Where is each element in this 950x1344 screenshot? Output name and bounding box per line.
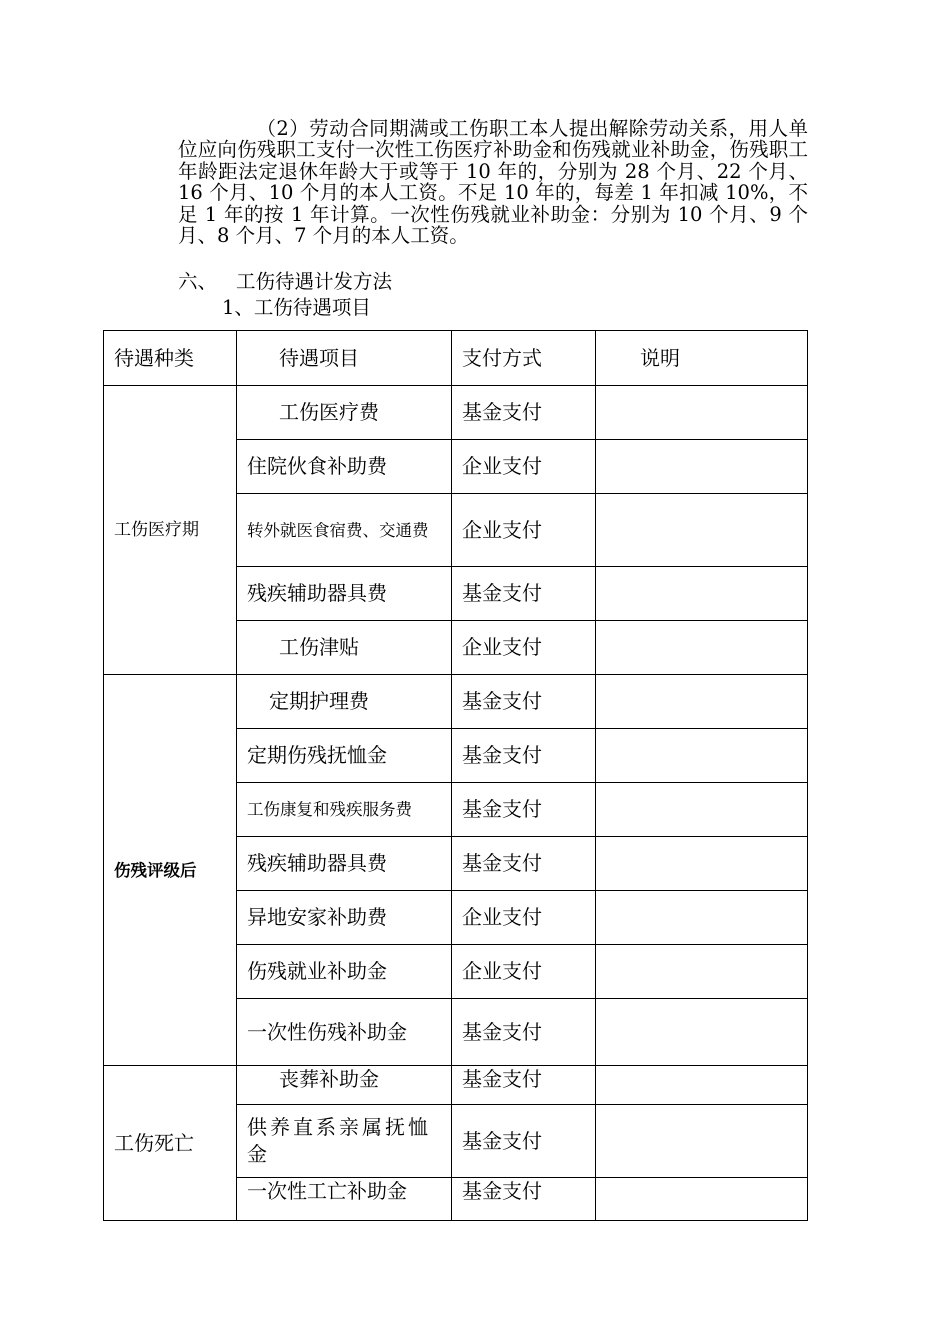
note-cell	[596, 1178, 808, 1221]
item-cell: 定期伤残抚恤金	[237, 729, 452, 783]
section-number: 六、	[178, 270, 218, 293]
note-cell	[596, 675, 808, 729]
payment-cell: 基金支付	[452, 675, 596, 729]
item-cell: 残疾辅助器具费	[237, 567, 452, 621]
item-cell: 转外就医食宿费、交通费	[237, 494, 452, 567]
category-medical-period: 工伤医疗期	[104, 386, 237, 675]
note-cell	[596, 1066, 808, 1105]
benefits-table	[103, 330, 808, 1221]
item-cell: 一次性伤残补助金	[237, 999, 452, 1066]
body-paragraph: （2）劳动合同期满或工伤职工本人提出解除劳动关系，用人单位应向伤残职工支付一次性工伤医疗补助金和伤残就业补助金，伤残职工年龄距法定退休年龄大于或等于 10 年的，分别为 28 个月、22 个月、16 个月、10 个月的本人工资。不足 10 年的，每差 1 年扣减 10%，不足 1 年的按 1 年计算。一次性伤残就业补助金：分别为 10 个月、9 个月、8 个月、7 个月的本人工资。	[178, 117, 808, 248]
subsection-heading: 1、工伤待遇项目	[222, 296, 371, 319]
item-cell: 供养直系亲属抚恤金	[237, 1105, 452, 1178]
payment-cell: 企业支付	[452, 440, 596, 494]
payment-cell: 企业支付	[452, 945, 596, 999]
payment-cell: 基金支付	[452, 729, 596, 783]
section-heading	[178, 270, 392, 294]
header-payment: 支付方式	[452, 331, 596, 386]
section-title: 工伤待遇计发方法	[236, 270, 393, 293]
payment-cell: 基金支付	[452, 1178, 596, 1221]
payment-cell: 基金支付	[452, 1066, 596, 1105]
payment-cell: 基金支付	[452, 1105, 596, 1178]
note-cell	[596, 386, 808, 440]
note-cell	[596, 945, 808, 999]
note-cell	[596, 1105, 808, 1178]
payment-cell: 企业支付	[452, 891, 596, 945]
item-cell: 异地安家补助费	[237, 891, 452, 945]
item-cell: 丧葬补助金	[237, 1066, 452, 1105]
item-cell: 一次性工亡补助金	[237, 1178, 452, 1221]
payment-cell: 基金支付	[452, 837, 596, 891]
note-cell	[596, 440, 808, 494]
item-cell: 伤残就业补助金	[237, 945, 452, 999]
payment-cell: 基金支付	[452, 783, 596, 837]
payment-cell: 企业支付	[452, 494, 596, 567]
table-row	[104, 675, 808, 729]
header-note: 说明	[596, 331, 808, 386]
note-cell	[596, 729, 808, 783]
header-item: 待遇项目	[237, 331, 452, 386]
item-cell: 工伤康复和残疾服务费	[237, 783, 452, 837]
note-cell	[596, 783, 808, 837]
item-cell: 残疾辅助器具费	[237, 837, 452, 891]
note-cell	[596, 837, 808, 891]
item-cell: 工伤津贴	[237, 621, 452, 675]
payment-cell: 基金支付	[452, 386, 596, 440]
table-row	[104, 1066, 808, 1105]
table-header-row	[104, 331, 808, 386]
category-work-death: 工伤死亡	[104, 1066, 237, 1221]
item-cell: 定期护理费	[237, 675, 452, 729]
item-cell: 工伤医疗费	[237, 386, 452, 440]
payment-cell: 基金支付	[452, 999, 596, 1066]
category-after-disability-rating: 伤残评级后	[104, 675, 237, 1066]
note-cell	[596, 494, 808, 567]
note-cell	[596, 567, 808, 621]
payment-cell: 企业支付	[452, 621, 596, 675]
payment-cell: 基金支付	[452, 567, 596, 621]
table-row	[104, 386, 808, 440]
header-category: 待遇种类	[104, 331, 237, 386]
note-cell	[596, 621, 808, 675]
item-cell: 住院伙食补助费	[237, 440, 452, 494]
note-cell	[596, 891, 808, 945]
note-cell	[596, 999, 808, 1066]
